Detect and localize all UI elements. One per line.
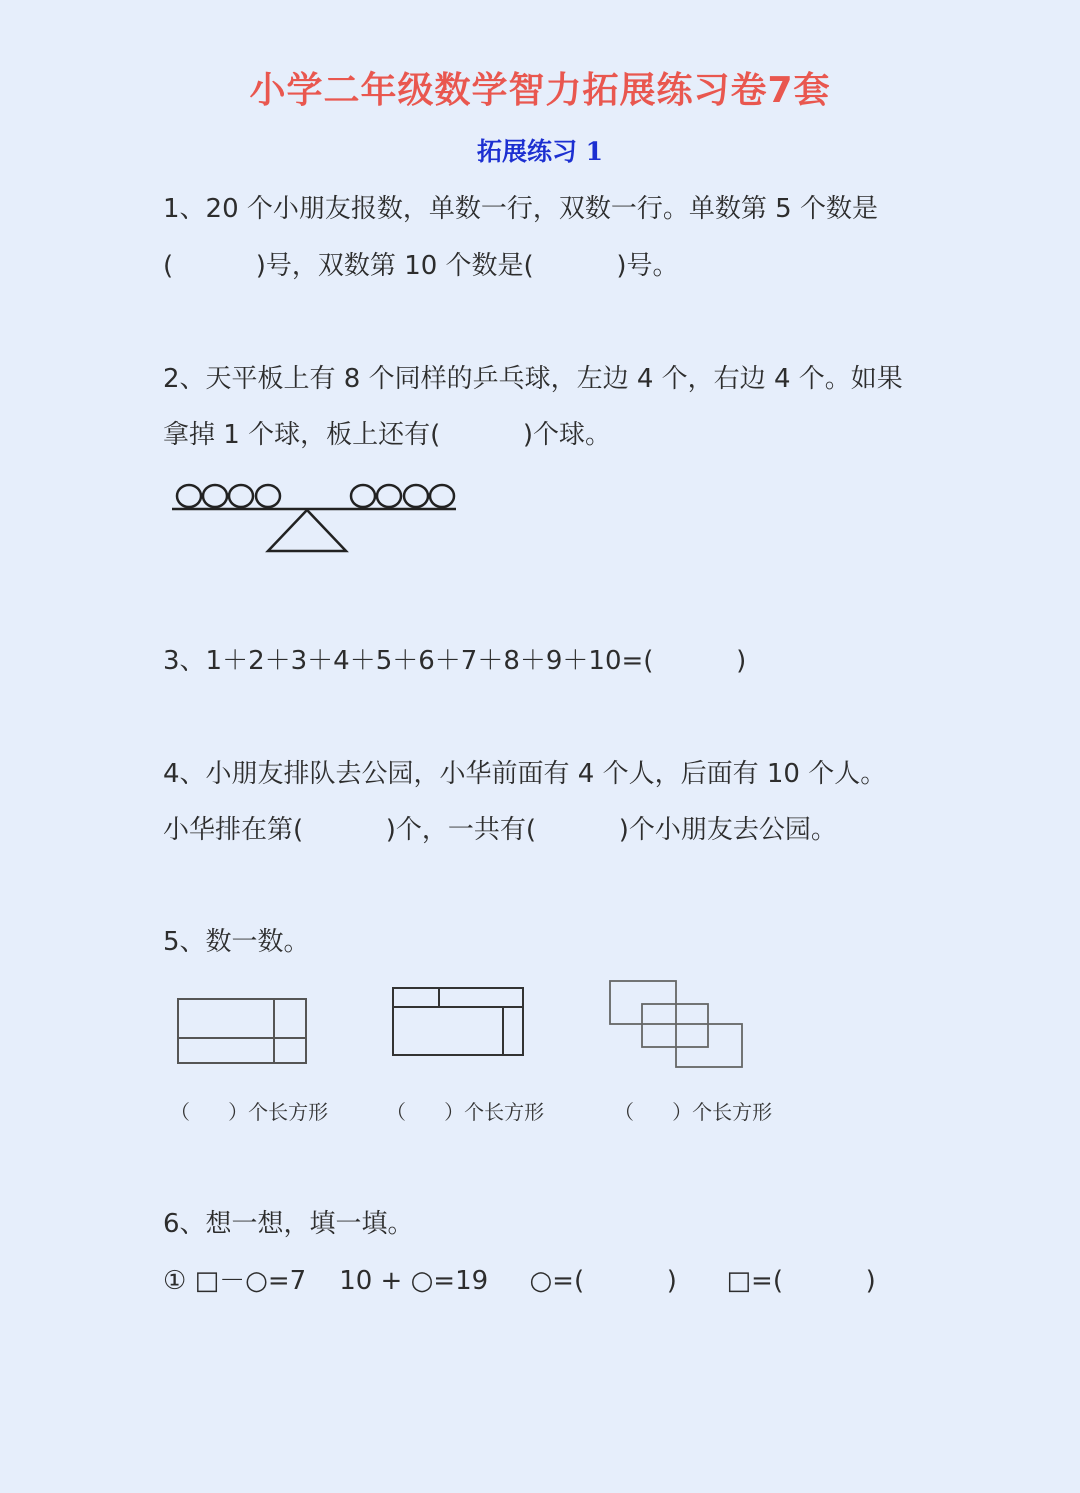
q1-line2: ( )号，双数第 10 个数是( )号。: [163, 251, 679, 281]
ping-pong-ball: [203, 485, 227, 507]
rect-figure-1: [178, 999, 306, 1063]
ping-pong-ball: [177, 485, 201, 507]
balance-fulcrum: [268, 510, 346, 551]
ping-pong-ball: [351, 485, 375, 507]
worksheet-subtitle: 拓展练习 1: [476, 137, 604, 166]
q6-line2: ① □－○=7 10 + ○=19 ○=( ) □=( ): [163, 1266, 876, 1296]
q2-line1: 2、天平板上有 8 个同样的乒乓球，左边 4 个，右边 4 个。如果: [163, 364, 903, 394]
worksheet-title: 小学二年级数学智力拓展练习卷7套: [249, 70, 831, 111]
q2-line2: 拿掉 1 个球，板上还有( )个球。: [163, 420, 612, 450]
q3-line1: 3、1＋2＋3＋4＋5＋6＋7＋8＋9＋10=( ): [163, 646, 747, 676]
rect-figure-2: [393, 988, 523, 1055]
ping-pong-ball: [430, 485, 454, 507]
q4-line1: 4、小朋友排队去公园，小华前面有 4 个人，后面有 10 个人。: [163, 759, 887, 789]
q4-line2: 小华排在第( )个，一共有( )个小朋友去公园。: [163, 815, 837, 845]
q5-line1: 5、数一数。: [163, 927, 310, 957]
ping-pong-ball: [256, 485, 280, 507]
rect-figure-3: [610, 981, 742, 1067]
q1-line1: 1、20 个小朋友报数，单数一行，双数一行。单数第 5 个数是: [163, 194, 878, 224]
ping-pong-ball: [404, 485, 428, 507]
q5-caption-1: （ ）个长方形: [170, 1100, 329, 1124]
balance-scale-figure: [172, 485, 456, 551]
q5-caption-2: （ ）个长方形: [386, 1100, 545, 1124]
ping-pong-ball: [229, 485, 253, 507]
q5-caption-3: （ ）个长方形: [614, 1100, 773, 1124]
q6-line1: 6、想一想，填一填。: [163, 1209, 414, 1239]
ping-pong-ball: [377, 485, 401, 507]
